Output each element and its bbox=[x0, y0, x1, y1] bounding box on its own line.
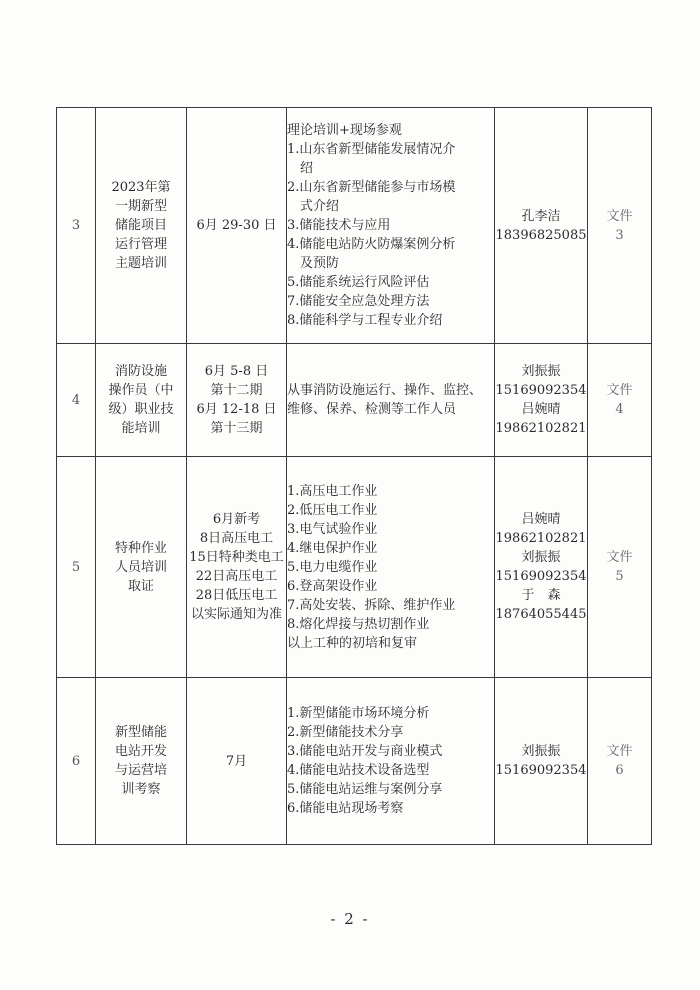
contact-cell bbox=[495, 108, 588, 344]
table-row bbox=[57, 344, 652, 457]
content-line: 8.储能科学与工程专业介绍 bbox=[287, 313, 443, 328]
date-line: 第十二期 bbox=[210, 383, 263, 398]
date-line: 15日特种类电工 bbox=[189, 550, 284, 565]
contact-line: 刘振振 bbox=[521, 744, 561, 759]
contact-line: 于 森 bbox=[521, 588, 561, 603]
content-line: 5.电力电缆作业 bbox=[287, 559, 378, 575]
program-name-line: 能培训 bbox=[121, 421, 161, 436]
date-line: 22日高压电工 bbox=[195, 569, 278, 584]
content-line: 1.新型储能市场环境分析 bbox=[287, 706, 430, 721]
program-name-line: 储能项目 bbox=[114, 218, 167, 233]
content-line: 5.储能电站运维与案例分享 bbox=[287, 782, 443, 797]
content-line: 1.高压电工作业 bbox=[287, 483, 378, 499]
contact-line: 刘振振 bbox=[521, 364, 561, 379]
row-number-cell bbox=[57, 457, 96, 678]
date-line: 28日低压电工 bbox=[195, 588, 278, 603]
content-line: 2.新型储能技术分享 bbox=[287, 725, 404, 740]
program-name-line: 一期新型 bbox=[114, 199, 167, 214]
content-line: 2.山东省新型储能参与市场模 bbox=[287, 180, 456, 195]
content-line: 7.储能安全应急处理方法 bbox=[287, 294, 430, 309]
file-cell bbox=[588, 108, 652, 344]
row-number: 3 bbox=[71, 218, 81, 233]
date-line: 7月 bbox=[225, 753, 248, 769]
program-name-line: 电站开发 bbox=[114, 744, 167, 759]
content-line: 6.储能电站现场考察 bbox=[287, 801, 404, 816]
content-line: 4.储能电站技术设备选型 bbox=[287, 763, 430, 778]
row-number-cell bbox=[57, 344, 96, 457]
contact-line: 19862102821 bbox=[495, 531, 587, 546]
program-name-line: 与运营培 bbox=[114, 763, 167, 778]
content-line: 3.储能电站开发与商业模式 bbox=[287, 744, 443, 759]
program-name-cell bbox=[96, 108, 187, 344]
content-line: 式介绍 bbox=[300, 199, 340, 214]
program-name-cell bbox=[96, 678, 187, 845]
program-name-line: 操作员（中 bbox=[108, 383, 174, 398]
contact-line: 吕婉晴 bbox=[521, 512, 561, 527]
program-name-line: 级）职业技 bbox=[108, 402, 174, 417]
contact-line: 15169092354 bbox=[495, 569, 587, 584]
program-name-line: 人员培训 bbox=[114, 559, 167, 575]
contact-cell bbox=[495, 678, 588, 845]
date-cell bbox=[187, 344, 287, 457]
content-line: 以上工种的初培和复审 bbox=[287, 635, 418, 651]
table-body bbox=[57, 108, 652, 845]
program-name-line: 取证 bbox=[127, 578, 154, 594]
contact-line: 15169092354 bbox=[495, 763, 587, 778]
content-line: 理论培训+现场参观 bbox=[287, 123, 402, 138]
date-line: 以实际通知为准 bbox=[190, 607, 282, 622]
file-cell bbox=[588, 678, 652, 845]
contact-line: 吕婉晴 bbox=[521, 402, 561, 417]
training-schedule-table bbox=[56, 107, 652, 845]
content-cell bbox=[287, 108, 495, 344]
program-name-line: 运行管理 bbox=[114, 237, 167, 252]
row-number: 6 bbox=[71, 753, 81, 769]
contact-line: 19862102821 bbox=[495, 421, 587, 436]
date-line: 6月新考 bbox=[212, 512, 261, 527]
program-name-line: 特种作业 bbox=[114, 540, 167, 556]
content-line: 7.高处安装、拆除、维护作业 bbox=[287, 597, 456, 613]
row-number-cell bbox=[57, 108, 96, 344]
row-number-cell bbox=[57, 678, 96, 845]
file-line: 6 bbox=[615, 763, 624, 778]
content-cell bbox=[287, 457, 495, 678]
contact-cell bbox=[495, 344, 588, 457]
content-line: 4.继电保护作业 bbox=[287, 540, 378, 556]
date-cell bbox=[187, 678, 287, 845]
contact-line: 18396825085 bbox=[495, 227, 587, 243]
content-line: 4.储能电站防火防爆案例分析 bbox=[287, 237, 456, 252]
date-line: 8日高压电工 bbox=[199, 531, 274, 546]
content-line: 8.熔化焊接与热切割作业 bbox=[287, 616, 430, 632]
content-cell bbox=[287, 678, 495, 845]
row-number: 4 bbox=[71, 392, 81, 408]
program-name-line: 消防设施 bbox=[114, 364, 167, 379]
content-line: 6.登高架设作业 bbox=[287, 578, 378, 594]
content-line: 5.储能系统运行风险评估 bbox=[287, 275, 430, 290]
contact-line: 15169092354 bbox=[495, 383, 587, 398]
file-line: 5 bbox=[615, 569, 624, 584]
date-line: 6月 5-8 日 bbox=[204, 364, 269, 379]
contact-cell bbox=[495, 457, 588, 678]
content-cell bbox=[287, 344, 495, 457]
content-line: 3.电气试验作业 bbox=[287, 521, 378, 537]
file-line: 文件 bbox=[606, 208, 633, 224]
content-line: 3.储能技术与应用 bbox=[287, 218, 391, 233]
file-line: 文件 bbox=[606, 550, 633, 565]
program-name-line: 2023年第 bbox=[111, 180, 171, 195]
table-row bbox=[57, 678, 652, 845]
file-line: 文件 bbox=[606, 383, 633, 398]
table-row bbox=[57, 457, 652, 678]
row-number: 5 bbox=[71, 559, 81, 575]
page-number: - 2 - bbox=[330, 910, 370, 928]
date-line: 6月 12-18 日 bbox=[196, 402, 277, 417]
contact-line: 孔李洁 bbox=[521, 208, 561, 224]
program-name-cell bbox=[96, 344, 187, 457]
program-name-line: 主题培训 bbox=[114, 256, 167, 271]
date-line: 第十三期 bbox=[210, 421, 263, 436]
file-cell bbox=[588, 457, 652, 678]
content-line: 1.山东省新型储能发展情况介 bbox=[287, 142, 456, 157]
date-cell bbox=[187, 108, 287, 344]
file-line: 文件 bbox=[606, 744, 633, 759]
contact-line: 18764055445 bbox=[495, 607, 587, 622]
program-name-cell bbox=[96, 457, 187, 678]
contact-line: 刘振振 bbox=[521, 550, 561, 565]
content-line: 绍 bbox=[300, 161, 314, 176]
content-line: 及预防 bbox=[300, 256, 340, 271]
date-line: 6月 29-30 日 bbox=[196, 218, 277, 233]
content-line: 维修、保养、检测等工作人员 bbox=[287, 402, 457, 417]
file-line: 4 bbox=[615, 402, 624, 417]
content-line: 从事消防设施运行、操作、监控、 bbox=[287, 383, 483, 398]
program-name-line: 新型储能 bbox=[114, 725, 167, 740]
date-cell bbox=[187, 457, 287, 678]
content-line: 2.低压电工作业 bbox=[287, 502, 378, 518]
program-name-line: 训考察 bbox=[121, 782, 161, 797]
file-line: 3 bbox=[615, 227, 624, 243]
file-cell bbox=[588, 344, 652, 457]
table-row bbox=[57, 108, 652, 344]
